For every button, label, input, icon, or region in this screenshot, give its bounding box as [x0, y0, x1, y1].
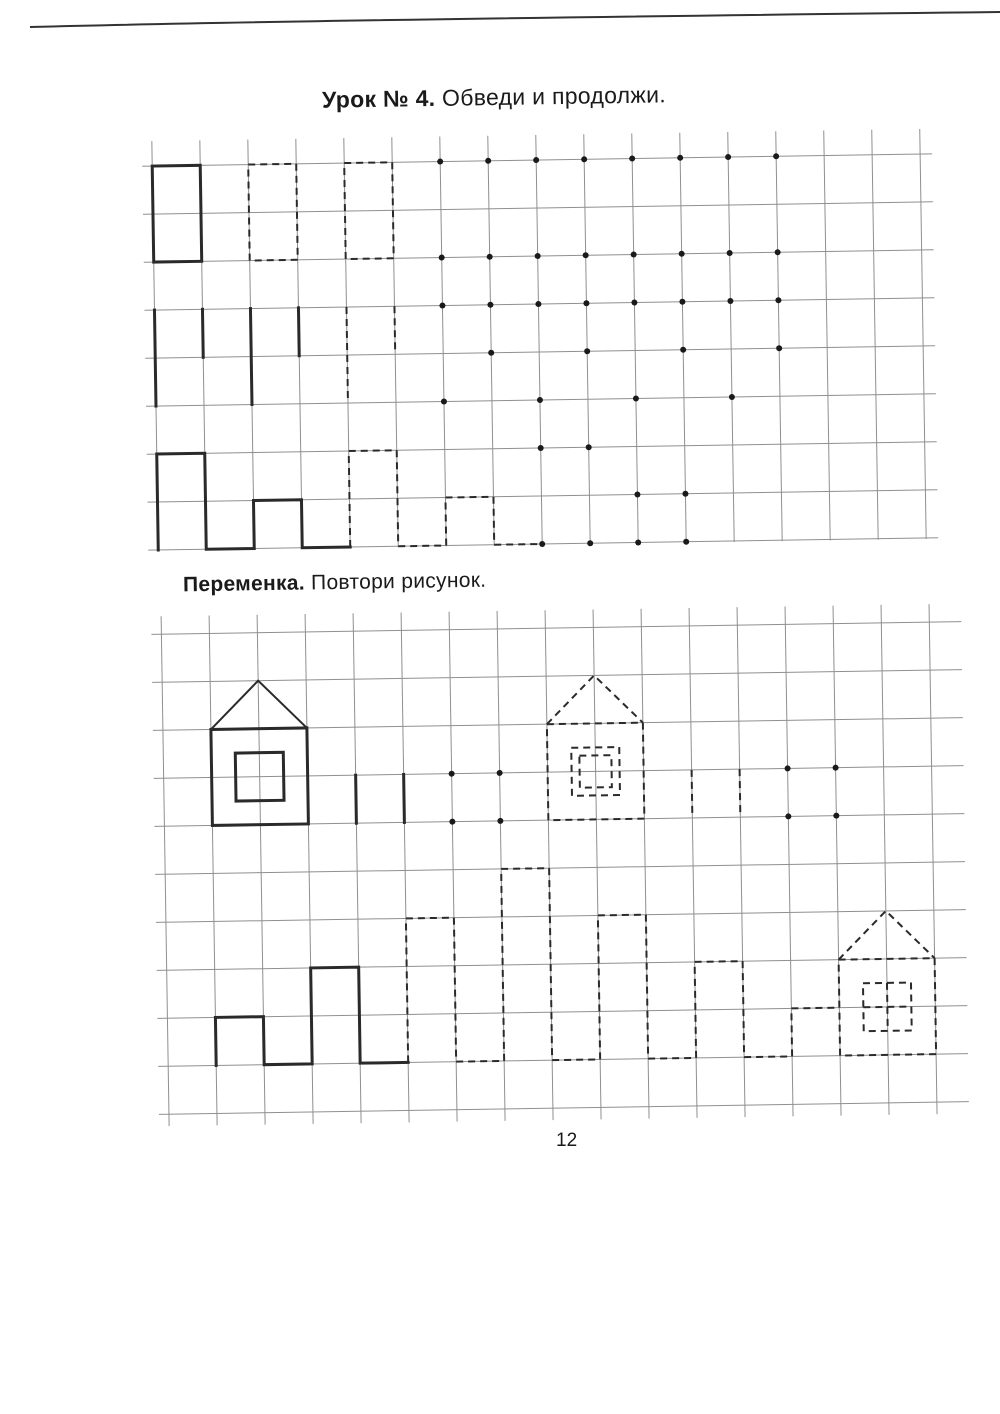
dashed-vertical-strokes — [692, 769, 741, 818]
dot-guides-house-row-end — [785, 765, 840, 820]
lesson-title: Урок № 4. — [321, 84, 436, 113]
break-title: Переменка. — [182, 571, 306, 597]
solid-tower-pattern — [215, 966, 408, 1065]
solid-house — [210, 680, 308, 825]
grid-lines — [151, 604, 969, 1127]
dashed-house — [546, 675, 644, 820]
page-number: 12 — [556, 1130, 578, 1151]
break-instruction: Повтори рисунок. — [310, 568, 487, 595]
dot-guides-house-row — [449, 770, 504, 825]
dashed-small-house — [838, 910, 936, 1055]
solid-vertical-strokes — [356, 774, 405, 823]
lesson-instruction: Обведи и продолжи. — [441, 81, 667, 111]
